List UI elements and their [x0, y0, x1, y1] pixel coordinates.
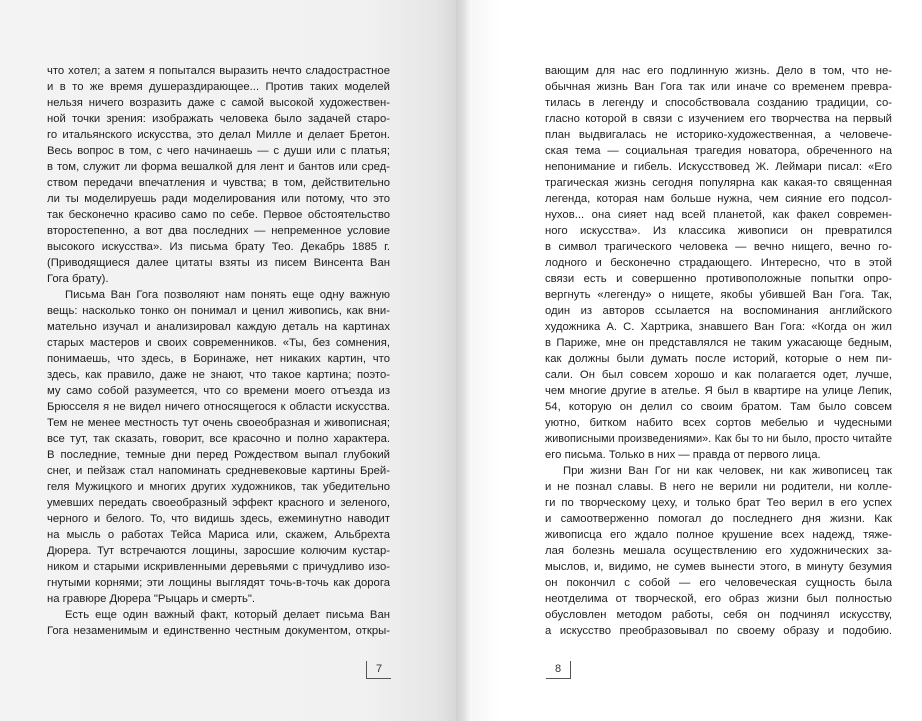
text-line: на гравюре Дюрера "Рыцарь и смерть".: [47, 593, 256, 605]
text-line: ного искусства». Из классика живописи он превратился: [545, 225, 892, 237]
text-line: здесь, как правило, даже не знают, что такое картина; поэто-: [47, 369, 390, 381]
text-line: мыслов, и, видимо, не сумев вынести этого, в минуту безумия: [545, 561, 892, 573]
text-line: черного и белого. То, что видишь здесь, ежеминутно наводит: [47, 513, 390, 525]
text-line: Гога брату).: [47, 273, 109, 285]
text-line: умевших передать своеобразный эффект красного и зеленого,: [47, 497, 390, 509]
text-line: связи есть и совершенно противоположные попытки опро-: [545, 273, 892, 285]
text-line: В последние, темные дни перед Рождеством выпал глубокий: [47, 449, 390, 461]
text-line: в том, служит ли форма вешалкой для лент и бантов или сред-: [47, 161, 390, 173]
right-page: [472, 0, 922, 721]
text-line: ной точки зрения: изображать человека было задачей старо-: [47, 113, 390, 125]
text-line: он покончил с собой — его человеческая сущность была: [545, 577, 892, 589]
text-line: Письма Ван Гога позволяют нам понять еще одну важную: [65, 289, 390, 301]
text-line: понимаешь, что здесь, в Боринаже, нет никаких картин, что: [47, 353, 390, 365]
text-line: непонимание и гибель. Искусствовед Ж. Леймари писал: «Его: [545, 161, 892, 173]
text-line: легенда, которая нам больше нужна, чем сияние его подсол-: [545, 193, 892, 205]
text-line: чем многие другие в ателье. Я был в квартире на улице Лепик,: [545, 385, 892, 397]
text-line: тилась в легенду и способствовала созданию традиции, со-: [545, 97, 892, 109]
book-fold: [456, 0, 472, 721]
text-line: вещь: насколько тонко он понимал и ценил живопись, как вни-: [47, 305, 390, 317]
text-line: и не познал славы. В него не верили ни родители, ни колле-: [545, 481, 892, 493]
text-line: вающим для нас его подлинную жизнь. Дело в том, что не-: [545, 65, 892, 77]
left-page-text-column: [47, 63, 390, 639]
text-line: гнутыми корнями; эти лощины выглядят точь-в-точь как дорога: [47, 577, 390, 589]
text-line: как должны были думать после историй, которые о нем пи-: [545, 353, 892, 365]
page-number: 8: [546, 661, 571, 679]
text-line: старых мастеров и своих современников. «Ты, без сомнения,: [47, 337, 390, 349]
text-line: его письма. Только в них — правда от первого лица.: [545, 449, 821, 461]
text-line: высокого искусства». Из письма брату Тео. Декабрь 1885 г.: [47, 241, 390, 253]
text-line: геля Мужицкого и многих других художников, так убедительно: [47, 481, 390, 493]
text-line: Дюрера. Тут встречаются лощины, заросшие колючим кустар-: [47, 545, 390, 557]
text-line: трагическая жизнь сегодня популярна как какая-то священная: [545, 177, 892, 189]
text-line: обычная жизнь Ван Гога так или иначе со временем превра-: [545, 81, 892, 93]
text-line: план выдвигалась не историко-художественная, а человече-: [545, 129, 892, 141]
text-line: на мысль о работах Тейса Мариса или, скажем, Альбрехта: [47, 529, 390, 541]
text-line: Есть еще один важный факт, который делает письма Ван: [65, 609, 390, 621]
text-line: нельзя ничего возразить даже с самой высокой художествен-: [47, 97, 390, 109]
text-line: живописца его ждало полное крушение всех надежд, тяже-: [545, 529, 892, 541]
text-line: го итальянского искусства, это делал Милле и делает Бретон.: [47, 129, 390, 141]
text-line: неотделима от творческой, его образ жизни был полностью: [545, 593, 892, 605]
text-line: в символ трагического человека — вечно нищего, вечно го-: [545, 241, 892, 253]
text-line: что хотел; а затем я попытался выразить нечто сладострастное: [47, 65, 390, 77]
text-line: обусловлен методом работы, себя он подчинял искусству,: [545, 609, 892, 621]
text-line: живописными произведениями». Как бы то ни было, просто читайте: [545, 433, 892, 445]
text-line: ская тема — социальная трагедия новатора, обреченного на: [545, 145, 892, 157]
text-line: в Париже, мне он представлялся не таким ужасающе бедным,: [545, 337, 892, 349]
text-line: второстепенно, а вот два последних — непременное условие: [47, 225, 390, 237]
text-line: один из авторов ссылается на воспоминания английского: [545, 305, 892, 317]
text-line: ли ты моделируешь ради моделирования или потому, что это: [47, 193, 390, 205]
text-line: вергнуть «легенду» о нищете, якобы убившей Ван Гога. Так,: [545, 289, 892, 301]
text-line: Тем не менее местность тут очень своеобразная и живописная;: [47, 417, 390, 429]
text-line: Гога незаменимым и единственно честным документом, откры-: [47, 625, 390, 637]
text-line: ником и старыми искривленными деревьями с причудливо изо-: [47, 561, 390, 573]
text-line: лодного и бесконечно страдающего. Интересно, что в этой: [545, 257, 892, 269]
text-line: 54, которую он делил со своим братом. Там было совсем: [545, 401, 892, 413]
text-line: нухов... она сияет над всей планетой, как факел современ-: [545, 209, 892, 221]
text-line: сали. Он был совсем хорошо и как полагается одет, лучше,: [545, 369, 892, 381]
text-line: снег, и пейзаж стал напоминать средневековые картины Брей-: [47, 465, 390, 477]
page-number: 7: [366, 661, 391, 679]
text-line: При жизни Ван Гог ни как человек, ни как живописец так: [563, 465, 892, 477]
text-line: ством передачи впечатления и чувства; в том, действительно: [47, 177, 390, 189]
text-line: лая болезнь мешала осуществлению его художнических за-: [545, 545, 892, 557]
right-page-text-column: [545, 63, 892, 639]
text-line: художника А. С. Хартрика, знавшего Ван Гога: «Когда он жил: [545, 321, 892, 333]
text-line: все тут, так сказать, говорит, все красочно и полно характера.: [47, 433, 390, 445]
text-line: так бесконечно красиво само по себе. Первое обстоятельство: [47, 209, 390, 221]
text-line: уютно, битком набито всех сортов мебелью и чудесными: [545, 417, 892, 429]
text-line: му само собой разумеется, что со времени моего отъезда из: [47, 385, 390, 397]
text-line: Брюсселя я не видел ничего относящегося к области искусства.: [47, 401, 390, 413]
text-line: а искусство преобразовывал по своему образу и подобию.: [545, 625, 892, 637]
text-line: ги по творческому цеху, и только брат Тео верил в его успех: [545, 497, 892, 509]
text-line: гласно которой в связи с изучением его творчества на первый: [545, 113, 892, 125]
text-line: и в то же время душераздирающее... Против таких моделей: [47, 81, 390, 93]
text-line: Весь вопрос в том, с чего начинаешь — с души или с платья;: [47, 145, 390, 157]
text-line: (Приводящиеся далее цитаты взяты из писем Винсента Ван: [47, 257, 390, 269]
text-line: мательно изучал и анализировал каждую деталь на картинах: [47, 321, 390, 333]
left-page: [0, 0, 458, 721]
text-line: и самоотверженно помогал до последнего дня жизни. Как: [545, 513, 892, 525]
